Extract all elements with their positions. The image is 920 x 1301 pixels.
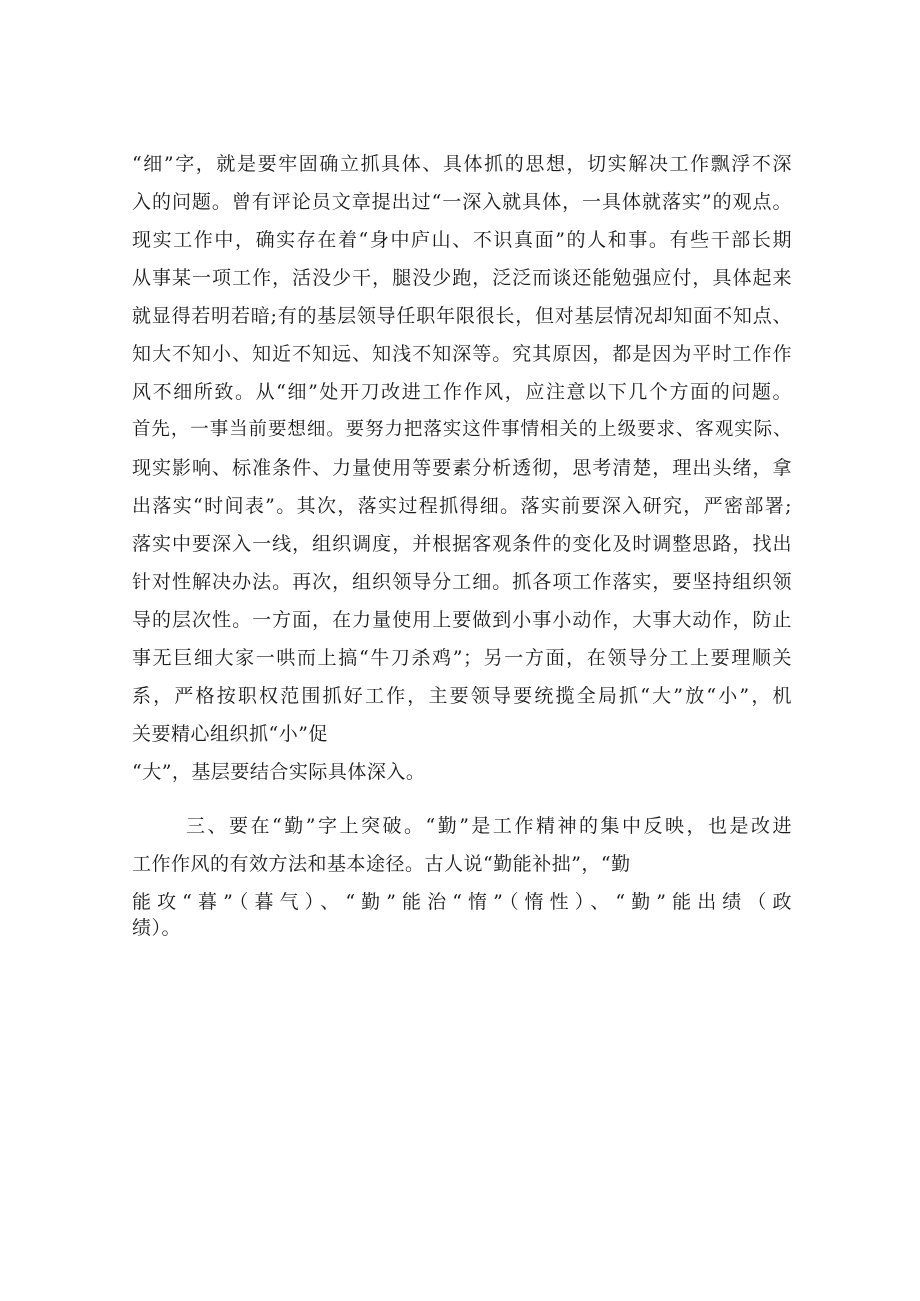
text-line: 三、要在“勤”字上突破。“勤”是工作精神的集中反映，也是改进 <box>186 815 792 837</box>
text-line: 导的层次性。一方面，在力量使用上要做到小事小动作，大事大动作，防止 <box>132 609 792 631</box>
text-line: 现实工作中，确实存在着“身中庐山、不识真面”的人和事。有些干部长期 <box>132 229 792 251</box>
text-line: 落实中要深入一线，组织调度，并根据客观条件的变化及时调整思路，找出 <box>132 533 792 555</box>
text-line: 针对性解决办法。再次，组织领导分工细。抓各项工作落实，要坚持组织领 <box>132 571 792 593</box>
text-line: 能攻“暮”（暮气）、“勤”能治“惰”（惰性）、“勤”能出绩（政 <box>132 891 792 913</box>
text-line: 就显得若明若暗;有的基层领导任职年限很长，但对基层情况却知面不知点、 <box>132 305 792 327</box>
text-line: 绩）。 <box>132 917 182 939</box>
text-line: “大”，基层要结合实际具体深入。 <box>132 761 426 783</box>
text-line: 知大不知小、知近不知远、知浅不知深等。究其原因，都是因为平时工作作 <box>132 343 792 365</box>
text-line: 出落实“时间表”。其次，落实过程抓得细。落实前要深入研究，严密部署; <box>132 495 792 517</box>
text-line: 系，严格按职权范围抓好工作，主要领导要统揽全局抓“大”放“小”，机 <box>132 685 792 707</box>
text-line: 工作作风的有效方法和基本途径。古人说“勤能补拙”，“勤 <box>132 853 631 875</box>
text-line: 首先，一事当前要想细。要努力把落实这件事情相关的上级要求、客观实际、 <box>132 419 792 440</box>
text-line: 关要精心组织抓“小”促 <box>132 723 328 745</box>
text-line: “细”字，就是要牢固确立抓具体、具体抓的思想，切实解决工作飘浮不深 <box>132 153 792 175</box>
text-line: 现实影响、标准条件、力量使用等要素分析透彻，思考清楚，理出头绪，拿 <box>132 457 792 479</box>
text-line: 风不细所致。从“细”处开刀改进工作作风，应注意以下几个方面的问题。 <box>132 381 792 403</box>
text-line: 事无巨细大家一哄而上搞“牛刀杀鸡”；另一方面，在领导分工上要理顺关 <box>132 647 792 669</box>
text-line: 从事某一项工作，活没少干，腿没少跑，泛泛而谈还能勉强应付，具体起来 <box>132 267 792 289</box>
text-line: 入的问题。曾有评论员文章提出过“一深入就具体，一具体就落实”的观点。 <box>132 191 792 213</box>
